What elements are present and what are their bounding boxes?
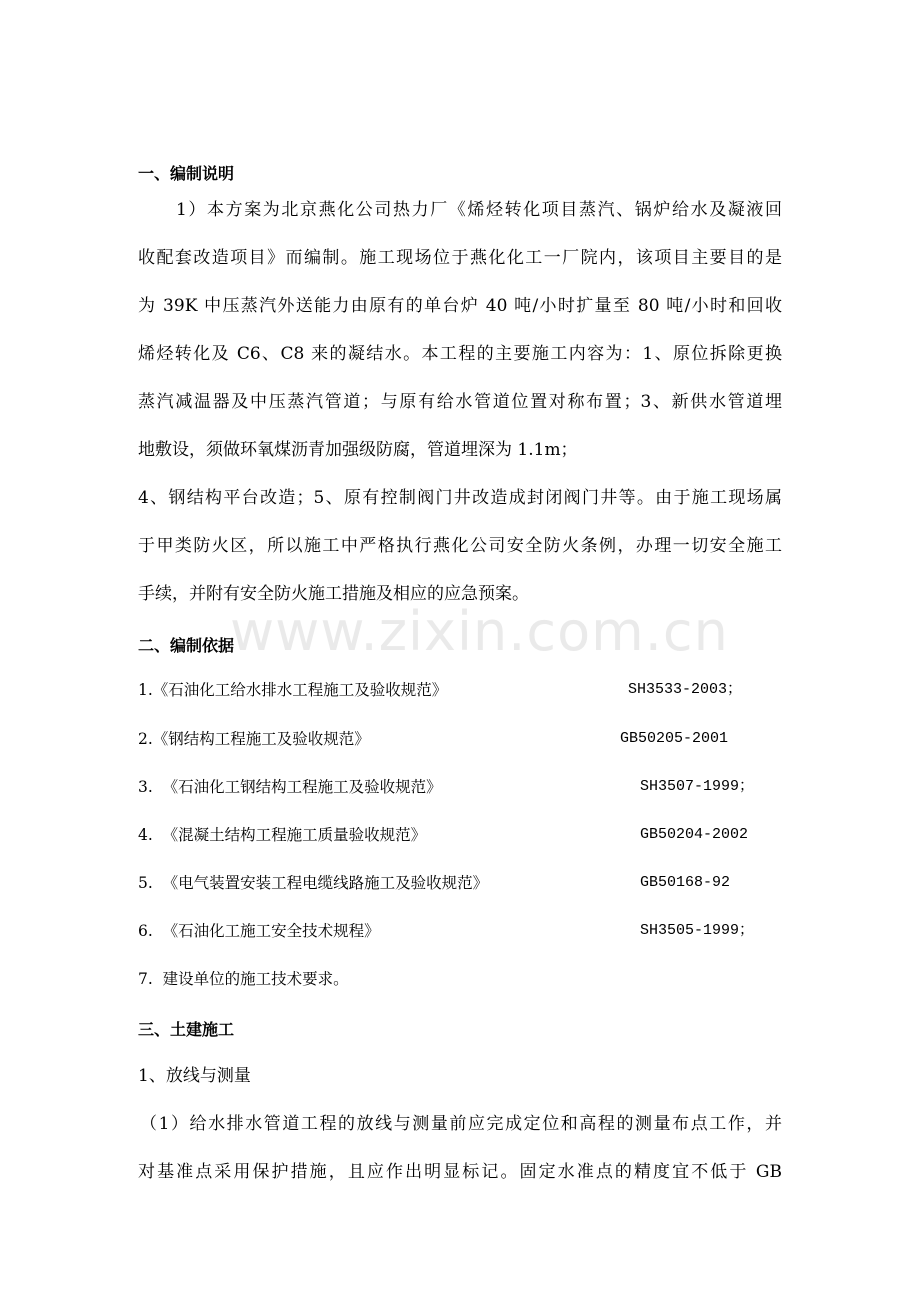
reference-number: 2. <box>138 730 153 748</box>
reference-item <box>138 678 778 702</box>
subsection-title: 1、放线与测量 <box>138 1066 251 1086</box>
reference-title: 建设单位的施工技术要求。 <box>162 970 349 988</box>
reference-item <box>138 727 778 751</box>
reference-item <box>138 919 778 943</box>
reference-standard: SH3533-2003； <box>628 681 743 698</box>
section-3-title: 三、土建施工 <box>138 1020 235 1039</box>
reference-item <box>138 967 778 991</box>
reference-title: 《石油化工给水排水工程施工及验收规范》 <box>152 681 448 699</box>
paragraph-line: 为 39K 中压蒸汽外送能力由原有的单台炉 40 吨/小时扩量至 80 吨/小时和回收 <box>138 296 782 316</box>
paragraph-line: 1）本方案为北京燕化公司热力厂《烯烃转化项目蒸汽、锅炉给水及凝液回 <box>176 200 782 220</box>
paragraph-line: 地敷设，须做环氧煤沥青加强级防腐，管道埋深为 1.1m； <box>138 440 578 460</box>
reference-title: 《钢结构工程施工及验收规范》 <box>152 730 370 748</box>
reference-title: 《电气装置安装工程电缆线路施工及验收规范》 <box>162 874 489 892</box>
paragraph-line: 手续，并附有安全防火施工措施及相应的应急预案。 <box>138 584 529 604</box>
reference-standard: GB50168-92 <box>640 874 731 891</box>
reference-standard: SH3505-1999； <box>640 922 755 939</box>
paragraph-line: 4、钢结构平台改造；5、原有控制阀门井改造成封闭阀门井等。由于施工现场属 <box>138 488 782 508</box>
reference-item <box>138 775 778 799</box>
paragraph-line: 于甲类防火区，所以施工中严格执行燕化公司安全防火条例，办理一切安全施工 <box>138 536 782 556</box>
reference-standard: SH3507-1999； <box>640 778 755 795</box>
reference-title: 《石油化工钢结构工程施工及验收规范》 <box>162 778 442 796</box>
paragraph-line: 烯烃转化及 C6、C8 来的凝结水。本工程的主要施工内容为：1、原位拆除更换 <box>138 344 782 364</box>
paragraph-line: 对基准点采用保护措施，且应作出明显标记。固定水准点的精度宜不低于 GB <box>138 1162 782 1182</box>
watermark: www.zixin.com.cn <box>230 600 729 663</box>
paragraph-line: （1）给水排水管道工程的放线与测量前应完成定位和高程的测量布点工作，并 <box>140 1114 782 1134</box>
section-2-title: 二、编制依据 <box>138 636 235 655</box>
reference-number: 6. <box>138 922 153 940</box>
reference-title: 《石油化工施工安全技术规程》 <box>162 922 380 940</box>
reference-number: 4. <box>138 826 153 844</box>
reference-number: 7. <box>138 970 153 988</box>
reference-title: 《混凝土结构工程施工质量验收规范》 <box>162 826 427 844</box>
paragraph-line: 蒸汽减温器及中压蒸汽管道；与原有给水管道位置对称布置；3、新供水管道埋 <box>138 392 782 412</box>
reference-standard: GB50205-2001 <box>620 730 729 747</box>
reference-number: 3. <box>138 778 153 796</box>
reference-item <box>138 823 778 847</box>
reference-number: 5. <box>138 874 153 892</box>
reference-item <box>138 871 778 895</box>
paragraph-line: 收配套改造项目》而编制。施工现场位于燕化化工一厂院内，该项目主要目的是 <box>138 248 782 268</box>
reference-number: 1. <box>138 681 153 699</box>
reference-standard: GB50204-2002 <box>640 826 749 843</box>
section-1-title: 一、编制说明 <box>138 164 235 183</box>
